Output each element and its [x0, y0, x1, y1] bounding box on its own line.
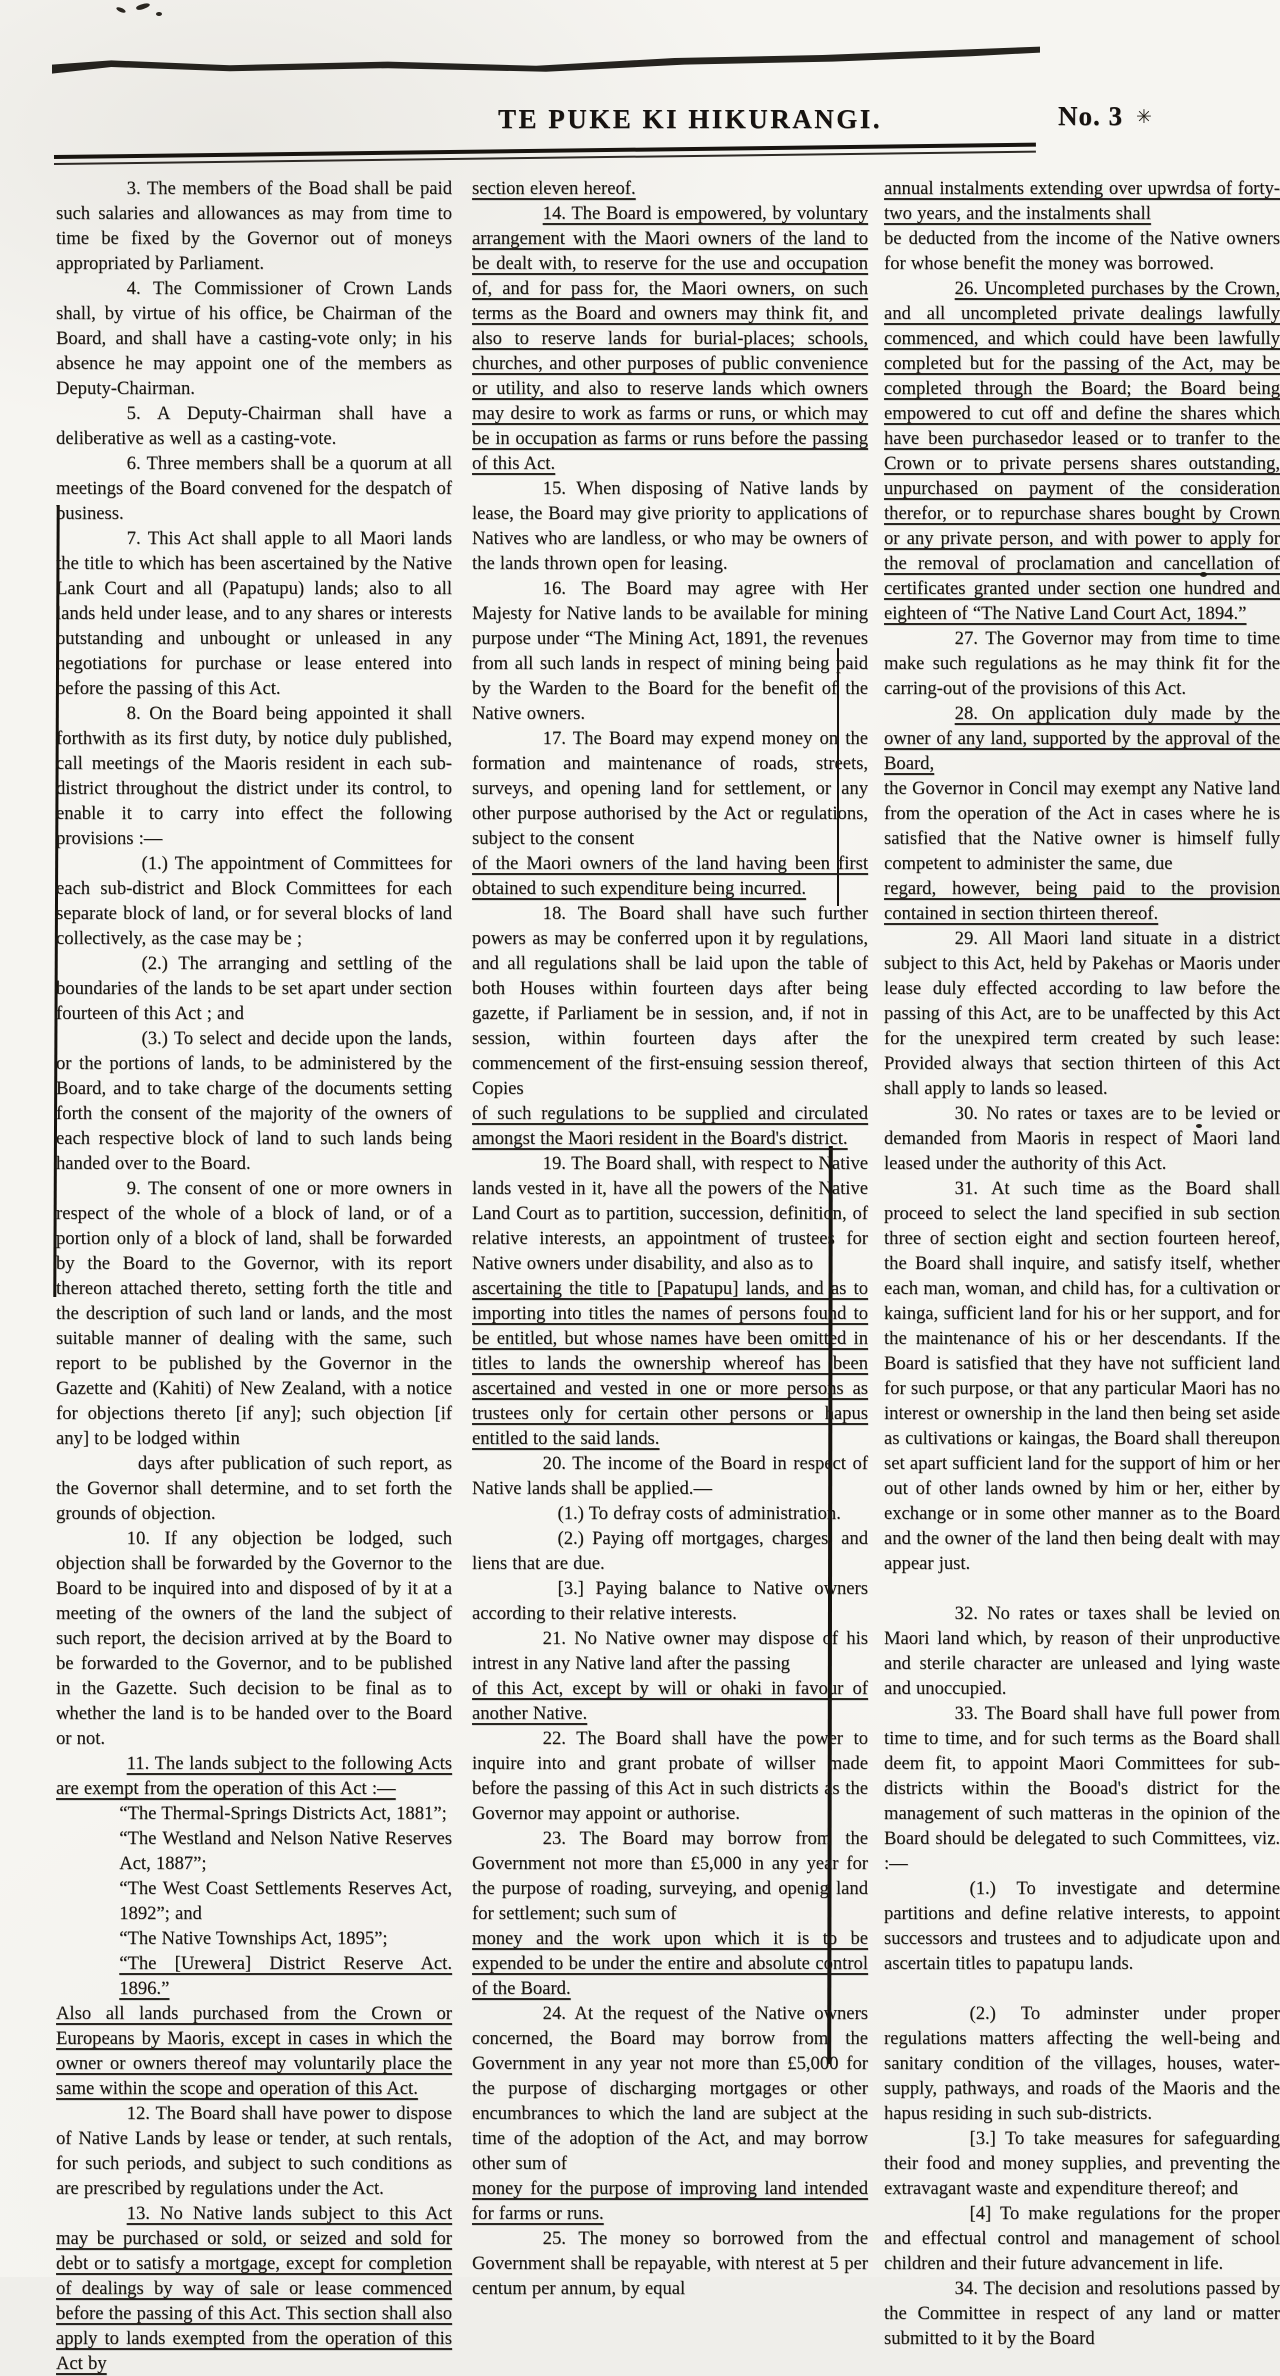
paragraph: 24. At the request of the Native owners concerned, the Board may borrow from the Government in any year not more than £5,000 for the purpose of discharging mortgages or other encumbrances to which the land are subject at the time of the adoption of the Act, and may borrow other sum of	[472, 2003, 868, 2174]
paragraph: 12. The Board shall have power to dispose of Native Lands by lease or tender, at such rentals, for such periods, and subject to such conditions as are prescribed by regulations under the Act.	[56, 2103, 452, 2199]
paragraph: money for the purpose of improving land intended for farms or runs.	[472, 2178, 868, 2224]
paragraph: 26. Uncompleted purchases by the Crown, and all uncompleted private dealings lawfully commenced, and which could have been lawfully completed but for the passing of the Act, may be completed through the Board; the Board being empowered to cut off and define the shares which have been purchasedor leased or to tranfer to the Crown or to private persens shares outstanding, unpurchased on payment of the consideration therefor, or to repurchase shares bought by Crown or any private person, and with power to apply for the removal of proclamation and cancellation of certificates granted under section one hundred and eighteen of “The Native Land Court Act, 1894.”	[884, 278, 1280, 624]
paragraph: 31. At such time as the Board shall proceed to select the land specified in sub section three of section eight and section fourteen hereof, the Board shall inquire, and satisfy itself, whether each man, woman, and child has, for a cultivation or kainga, sufficient land for his or her support, and for the maintenance of his or her descendants. If the Board is satisfied that they have not sufficient land for such purpose, or that any particular Maori has no interest or ownership in the land then being set aside as cultivations or kaingas, the Board shall thereupon set apart sufficient land for the support of him or her out of other lands owned by him or her, either by exchange or in some other manner as to the Board and the owner of the land then being dealt with may appear just.	[884, 1178, 1280, 1574]
paragraph: be deducted from the income of the Native owners for whose benefit the money was borrowed.	[884, 228, 1280, 274]
text-column-2	[472, 176, 868, 2301]
paragraph: 11. The lands subject to the following Acts are exempt from the operation of this Act :—	[56, 1753, 452, 1799]
paragraph: 14. The Board is empowered, by voluntary arrangement with the Maori owners of the land to be dealt with, to reserve for the use and occupation of, and for pass for, the Maori owners, on such terms as the Board and owners may think fit, and also to reserve lands for burial-places; schools, churches, and other purposes of public convenience or utility, and also to reserve lands which owners may desire to work as farms or runs, or which may be in occupation as farms or runs before the passing of this Act.	[472, 203, 868, 474]
paragraph: “The West Coast Settlements Reserves Act, 1892”; and	[119, 1878, 452, 1924]
paragraph: 30. No rates or taxes are to be levied or demanded from Maoris in respect of Maori land leased under the authority of this Act.	[884, 1103, 1280, 1174]
paragraph: 27. The Governor may from time to time make such regulations as he may think fit for the carring-out of the provisions of this Act.	[884, 628, 1280, 699]
paragraph: 16. The Board may agree with Her Majesty for Native lands to be available for mining purpose under “The Mining Act, 1891, the revenues from all such lands in respect of mining being paid by the Warden to the Board for the benefit of the Native owners.	[472, 578, 868, 724]
paragraph: 15. When disposing of Native lands by lease, the Board may give priority to applications of Natives who are landless, or who may be owners of the lands thrown open for leasing.	[472, 478, 868, 574]
paragraph: 9. The consent of one or more owners in respect of the whole of a block of land, or of a portion only of a block of land, shall be forwarded by the Board to the Governor, with its report thereon attached thereto, setting forth the title and the description of such land or lands, and the most suitable manner of dealing with the same, such report to be published by the Governor in the Gazette and (Kahiti) of New Zealand, with a notice for objections thereto [if any]; such objection [if any] to be lodged within	[56, 1178, 452, 1449]
paragraph: “The Westland and Nelson Native Reserves Act, 1887”;	[119, 1828, 452, 1874]
paragraph: regard, however, being paid to the provision contained in section thirteen thereof.	[884, 878, 1280, 924]
paragraph: 17. The Board may expend money on the formation and maintenance of roads, streets, surveys, and opening land for settlement, or any other purpose authorised by the Act or regulations, subject to the consent	[472, 728, 868, 849]
paragraph: 23. The Board may borrow from the Government not more than £5,000 in any year for the purpose of roading, surveying, and openig land for settlement; such sum of	[472, 1828, 868, 1924]
paragraph: (1.) To defray costs of administration.	[557, 1503, 841, 1524]
paragraph: [3.] Paying balance to Native owners according to their relative interests.	[472, 1578, 868, 1624]
paragraph: [4] To make regulations for the proper and effectual control and management of school children and their future advancement in life.	[884, 2203, 1280, 2274]
paragraph: days after publication of such report, as the Governor shall determine, and to set forth the grounds of objection.	[56, 1453, 452, 1524]
paragraph: 10. If any objection be lodged, such objection shall be forwarded by the Governor to the Board to be inquired into and disposed of by it at a meeting of the owners of the land the subject of such report, the decision arrived at by the Board to be forwarded to the Governor, and to be published in the Gazette. Such decision to be final as to whether the land is to be handed over to the Board or not.	[56, 1528, 452, 1749]
paragraph: annual instalments extending over upwrdsa of forty-two years, and the instalments shall	[884, 178, 1280, 224]
paragraph: 18. The Board shall have such further powers as may be conferred upon it by regulations, and all regulations shall be laid upon the table of both Houses within fourteen days after being gazette, if Parliament be in session, and, if not in session, within fourteen days after the commencement of the first-ensuing session thereof, Copies	[472, 903, 868, 1099]
paragraph: [3.] To take measures for safeguarding their food and money supplies, and preventing the extravagant waste and expenditure thereof; and	[884, 2128, 1280, 2199]
paragraph: 5. A Deputy-Chairman shall have a deliberative as well as a casting-vote.	[56, 403, 452, 449]
paragraph: the Governor in Concil may exempt any Native land from the operation of the Act in cases where he is satisfied that the Native owner is himself fully competent to administer the same, due	[884, 778, 1280, 874]
paragraph: 22. The Board shall have the power to inquire into and grant probate of willser made before the passing of this Act in such districts as the Governor may appoint or authorise.	[472, 1728, 868, 1824]
text-column-3	[884, 176, 1280, 2351]
paragraph: 21. No Native owner may dispose of his intrest in any Native land after the passing	[472, 1628, 868, 1674]
paragraph: (1.) To investigate and determine partitions and define relative interests, to appoint successors and trustees and to adjudicate upon and ascertain titles to papatupu lands.	[884, 1878, 1280, 1974]
ink-speck	[156, 12, 162, 16]
paragraph: section eleven hereof.	[472, 178, 636, 199]
paragraph: 33. The Board shall have full power from time to time, and for such terms as the Board shall deem fit, to appoint Maori Committees for sub-districts within the Booad's district for the management of such matteras in the opinion of the Board should be delegated to such Committees, viz. :—	[884, 1703, 1280, 1874]
paragraph: (2.) To adminster under proper regulations matters affecting the well-being and sanitary condition of the villages, houses, water-supply, pathways, and roads of the Maoris and the hapus residing in such sub-districts.	[884, 2003, 1280, 2124]
printer-ornament-icon: ✳	[1136, 106, 1152, 128]
paragraph: 20. The income of the Board in respect of Native lands shall be applied.—	[472, 1453, 868, 1499]
paragraph: of such regulations to be supplied and circulated amongst the Maori resident in the Board's district.	[472, 1103, 868, 1149]
paragraph: (3.) To select and decide upon the lands, or the portions of lands, to be administered by the Board, and to take charge of the documents setting forth the consent of the majority of the owners of each respective block of land to such lands being handed over to the Board.	[56, 1028, 452, 1174]
paragraph: “The Native Townships Act, 1895”;	[119, 1928, 388, 1949]
issue-number: No. 3	[1058, 101, 1123, 131]
paragraph: of this Act, except by will or ohaki in favour of another Native.	[472, 1678, 868, 1724]
paragraph: 32. No rates or taxes shall be levied on Maori land which, by reason of their unproductive and sterile character are unleased and lying waste and unoccupied.	[884, 1603, 1280, 1699]
paragraph: 19. The Board shall, with respect to Native lands vested in it, have all the powers of the Native Land Court as to partition, succession, definition, of relative interests, an appointment of trustees for Native owners under disability, and also as to	[472, 1153, 868, 1274]
paragraph: “The [Urewera] District Reserve Act. 1896.”	[119, 1953, 452, 1999]
paragraph: “The Thermal-Springs Districts Act, 1881”;	[119, 1803, 447, 1824]
ink-speck	[116, 6, 127, 14]
paragraph: (1.) The appointment of Committees for each sub-district and Block Committees for each separate block of land, or for several blocks of land collectively, as the case may be ;	[56, 853, 452, 949]
paragraph: 25. The money so borrowed from the Government shall be repayable, with nterest at 5 per centum per annum, by equal	[472, 2228, 868, 2299]
paragraph: 13. No Native lands subject to this Act may be purchased or sold, or seized and sold for debt or to satisfy a mortgage, except for completion of dealings by way of sale or lease commenced before the passing of this Act. This section shall also apply to lands exempted from the operation of this Act by	[56, 2203, 452, 2374]
paragraph: 4. The Commissioner of Crown Lands shall, by virtue of his office, be Chairman of the Board, and shall have a casting-vote only; in his absence he may appoint one of the members as Deputy-Chairman.	[56, 278, 452, 399]
paragraph: (2.) The arranging and settling of the boundaries of the lands to be set apart under section fourteen of this Act ; and	[56, 953, 452, 1024]
paragraph: ascertaining the title to [Papatupu] lands, and as to importing into titles the names of persons found to be entitled, but whose names have been omitted in titles to lands the ownership whereof has been ascertained and vested in one or more persons as trustees only for certain other persons or hapus entitled to the said lands.	[472, 1278, 868, 1449]
paragraph: 8. On the Board being appointed it shall forthwith as its first duty, by notice duly published, call meetings of the Maoris resident in each sub-district throughout the district under its control, to enable it to carry into effect the following provisions :—	[56, 703, 452, 849]
paragraph: 28. On application duly made by the owner of any land, supported by the approval of the Board,	[884, 703, 1280, 774]
paragraph: money and the work upon which it is to be expended to be under the entire and absolute control of the Board.	[472, 1928, 868, 1999]
paragraph: 34. The decision and resolutions passed by the Committee in respect of any land or matter submitted to it by the Board	[884, 2278, 1280, 2349]
paragraph: (2.) Paying off mortgages, charges, and liens that are due.	[472, 1528, 868, 1574]
paragraph: 6. Three members shall be a quorum at all meetings of the Board convened for the despatch of business.	[56, 453, 452, 524]
paragraph: 3. The members of the Boad shall be paid such salaries and allowances as may from time to time be fixed by the Governor out of moneys appropriated by Parliament.	[56, 178, 452, 274]
paragraph: 29. All Maori land situate in a district subject to this Act, held by Pakehas or Maoris under lease duly effected according to law before the passing of this Act, are to be unaffected by this Act for the unexpired term created by such lease: Provided always that section thirteen of this Act shall apply to lands so leased.	[884, 928, 1280, 1099]
masthead-title: TE PUKE KI HIKURANGI.	[497, 104, 883, 134]
paragraph: 7. This Act shall apple to all Maori lands the title to which has been ascertained by the Native Lank Court and all (Papatupu) lands; also to all lands held under lease, and to any shares or interests outstanding and unbought or unleased in any negotiations for purchase or lease entered into before the passing of this Act.	[56, 528, 452, 699]
paragraph: Also all lands purchased from the Crown or Europeans by Maoris, except in cases in which the owner or owners thereof may voluntarily place the same within the scope and operation of this Act.	[56, 2003, 452, 2099]
paragraph: of the Maori owners of the land having been first obtained to such expenditure being incurred.	[472, 853, 868, 899]
ink-speck	[136, 2, 151, 11]
ink-streak	[52, 46, 1040, 76]
text-column-1	[56, 176, 452, 2376]
